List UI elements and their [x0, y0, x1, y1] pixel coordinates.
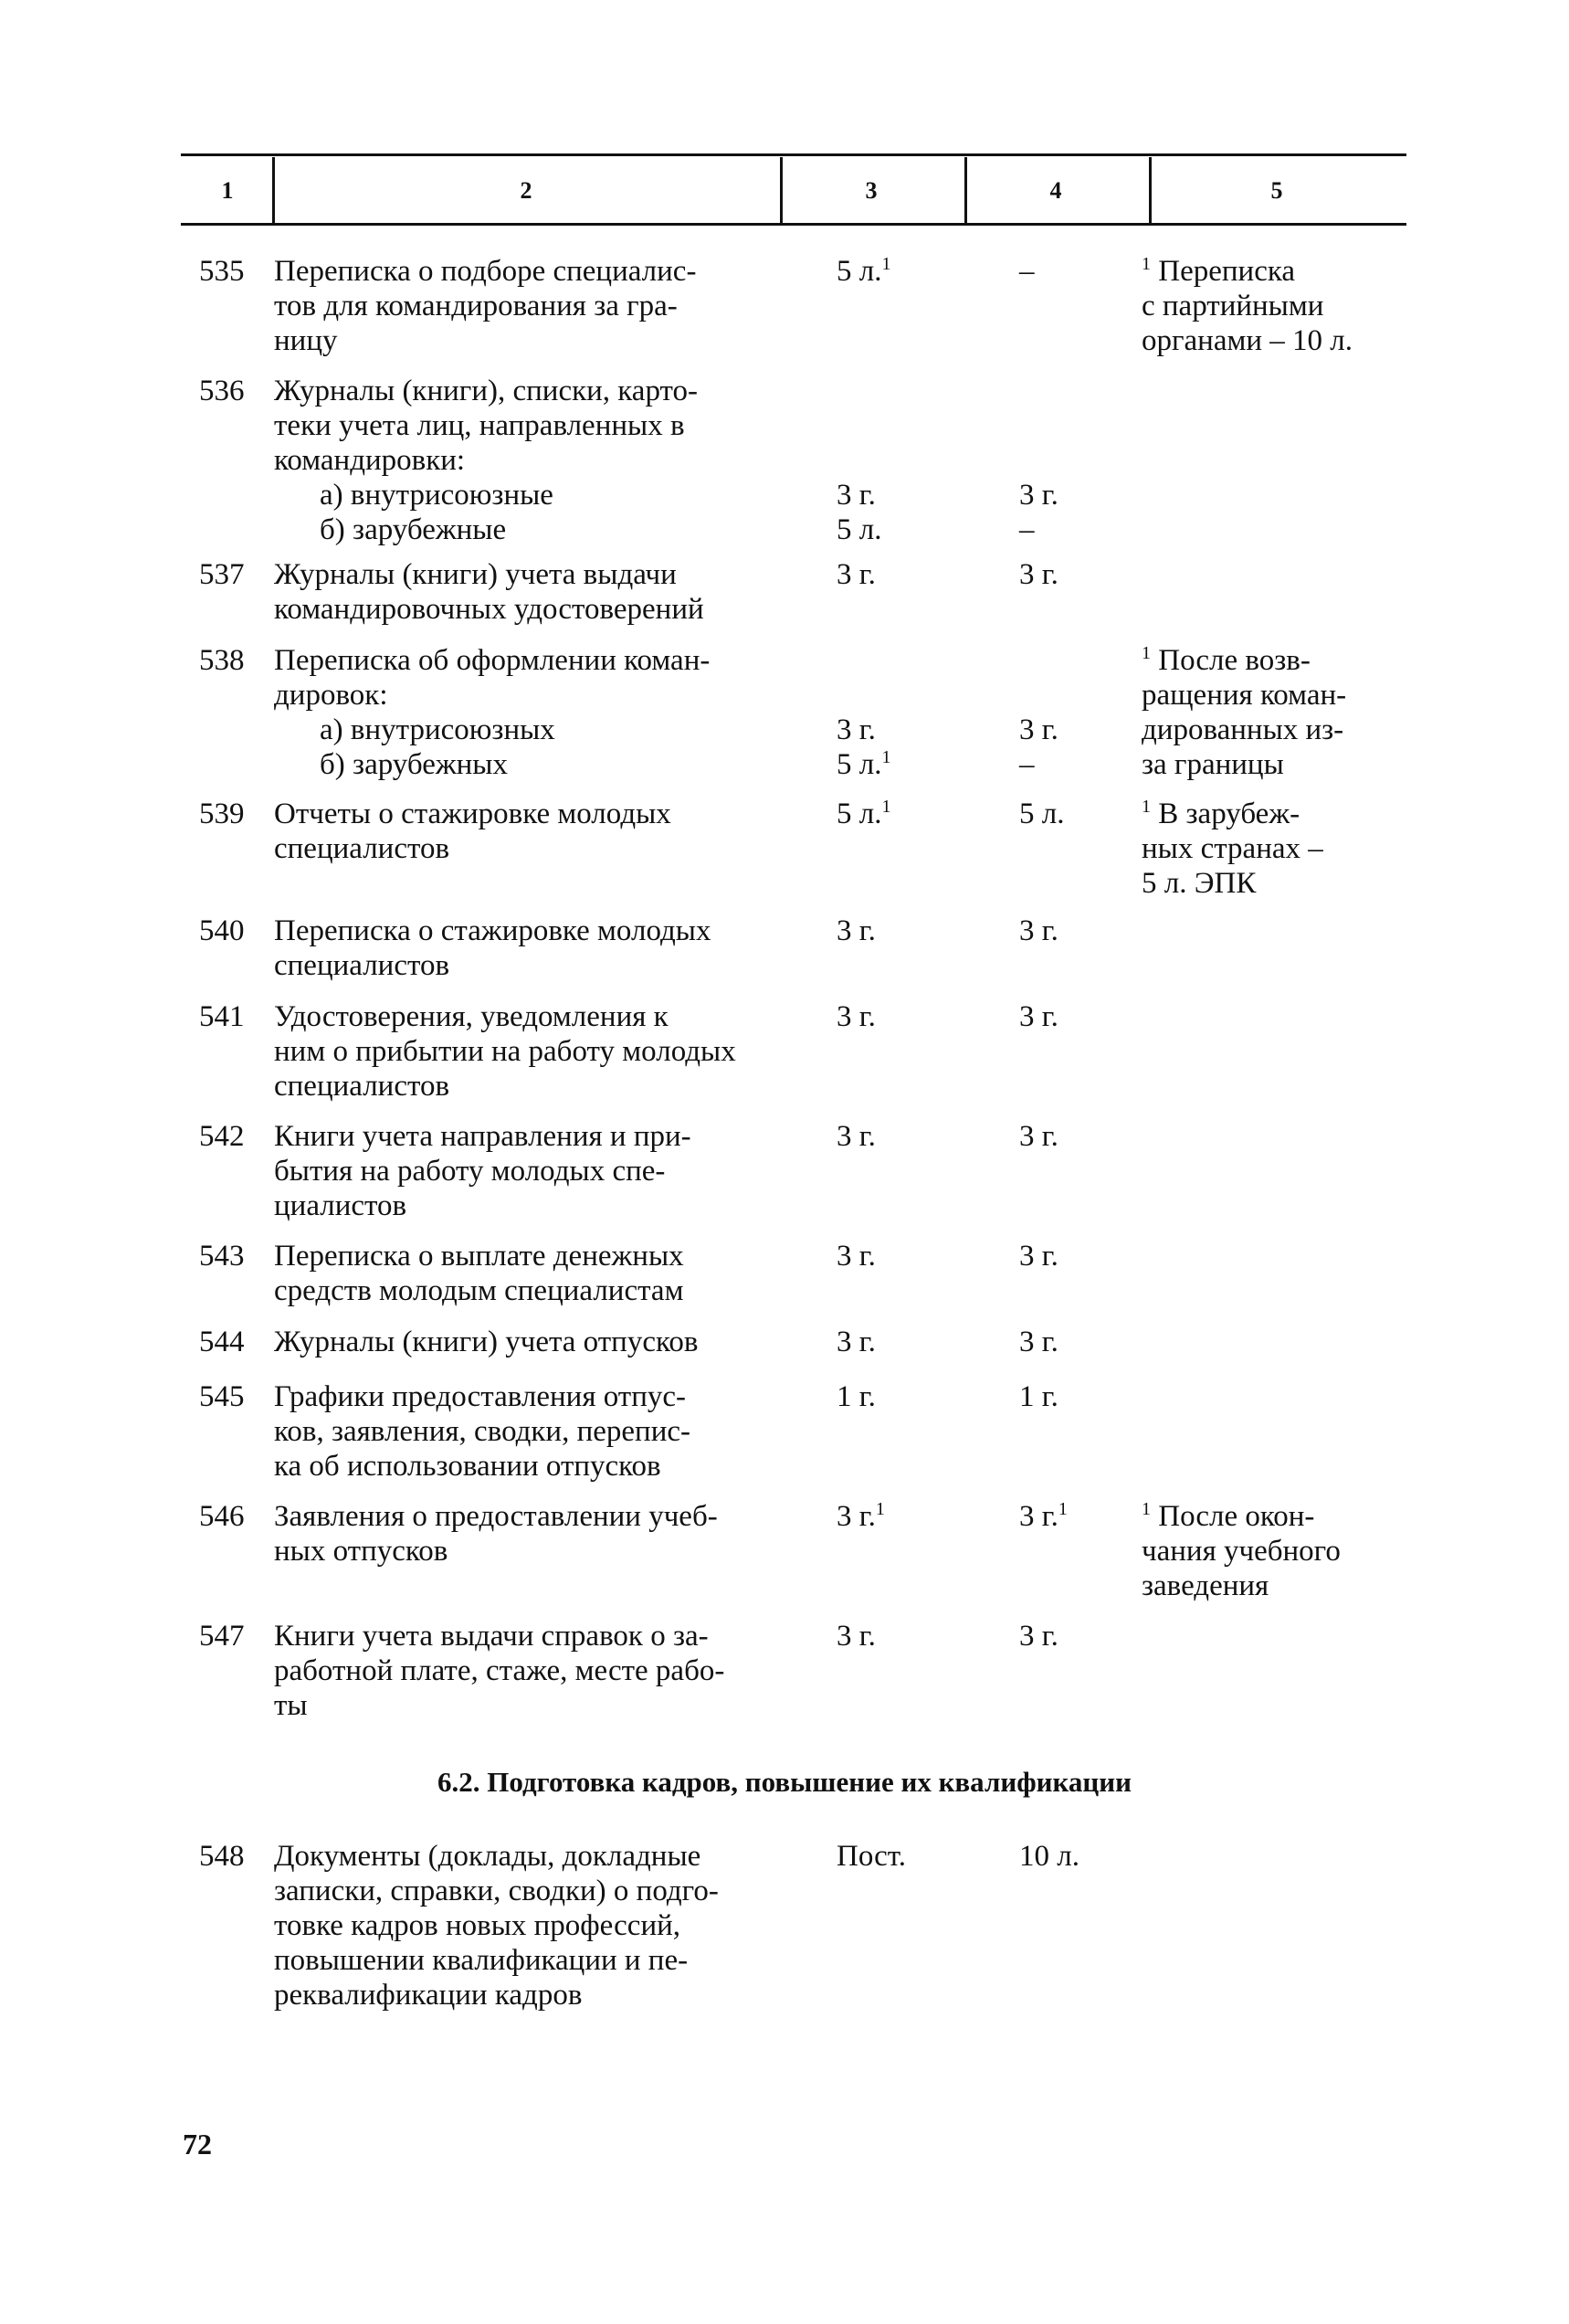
row-number: 541	[199, 1000, 245, 1033]
description-line: ницу	[274, 324, 338, 357]
retention-period-dept: 3 г.	[1019, 914, 1058, 947]
retention-period-dept: –	[1019, 513, 1035, 546]
sub-item: б) зарубежных	[320, 748, 508, 781]
description-line: средств молодым специалистам	[274, 1274, 684, 1307]
description-line: Переписка о выплате денежных	[274, 1240, 684, 1273]
retention-period-dept: 3 г.	[1019, 713, 1058, 746]
page-number: 72	[183, 2128, 212, 2160]
description-line: специалистов	[274, 1070, 450, 1103]
retention-period-org: 5 л.$^1$	[837, 797, 891, 830]
row-description	[274, 797, 799, 866]
description-line: товке кадров новых профессий,	[274, 1909, 681, 1942]
note-line: заведения	[1142, 1569, 1269, 1602]
retention-period-org: 5 л.	[837, 513, 882, 546]
description-line: специалистов	[274, 949, 450, 982]
retention-period-dept: 3 г.$^1$	[1019, 1499, 1068, 1533]
retention-period-org: 3 г.	[837, 1240, 876, 1273]
column-divider	[964, 157, 967, 225]
description-line: специалистов	[274, 832, 450, 865]
row-description	[274, 1379, 799, 1484]
retention-period-org: 3 г.	[837, 558, 876, 591]
row-number: 538	[199, 644, 245, 677]
description-line: Книги учета направления и при-	[274, 1120, 691, 1153]
column-divider	[780, 157, 783, 225]
note-line: дированных из-	[1142, 713, 1344, 746]
description-line: Переписка о стажировке молодых	[274, 914, 711, 947]
retention-period-dept: 3 г.	[1019, 1120, 1058, 1153]
retention-period-dept: 3 г.	[1019, 1240, 1058, 1273]
column-divider	[1149, 157, 1152, 225]
description-line: Документы (доклады, докладные	[274, 1840, 701, 1873]
row-description	[274, 914, 799, 983]
row-number: 535	[199, 255, 245, 288]
description-line: Журналы (книги) учета выдачи	[274, 558, 677, 591]
row-number: 539	[199, 798, 245, 830]
row-number: 546	[199, 1500, 245, 1533]
row-number: 537	[199, 558, 245, 591]
retention-period-dept: 3 г.	[1019, 1326, 1058, 1358]
row-description	[274, 1839, 799, 2012]
description-line: дировок:	[274, 679, 388, 712]
table-header-rule	[181, 223, 1406, 226]
description-line: теки учета лиц, направленных в	[274, 409, 685, 442]
description-line: Журналы (книги), списки, карто-	[274, 375, 698, 407]
row-number: 536	[199, 375, 245, 407]
retention-period-org: 3 г.	[837, 1620, 876, 1653]
description-line: циалистов	[274, 1189, 407, 1222]
note-line: чания учебного	[1142, 1535, 1341, 1568]
row-number: 548	[199, 1840, 245, 1873]
sub-item: а) внутрисоюзные	[320, 479, 553, 512]
row-number: 542	[199, 1120, 245, 1153]
description-line: повышении квалификации и пе-	[274, 1944, 689, 1977]
column-header-4: 4	[1049, 177, 1062, 204]
description-line: Отчеты о стажировке молодых	[274, 798, 671, 830]
note-line: 5 л. ЭПК	[1142, 867, 1257, 900]
retention-period-org: 3 г.	[837, 479, 876, 512]
row-description	[274, 1325, 799, 1359]
row-description	[274, 1119, 799, 1223]
retention-period-org: 3 г.$^1$	[837, 1499, 885, 1533]
retention-period-org: 3 г.	[837, 1326, 876, 1358]
row-number: 545	[199, 1380, 245, 1413]
retention-period-dept: 3 г.	[1019, 1000, 1058, 1033]
retention-period-org: 3 г.	[837, 1000, 876, 1033]
description-line: командировки:	[274, 444, 466, 477]
description-line: записки, справки, сводки) о подго-	[274, 1875, 719, 1907]
note-line: органами – 10 л.	[1142, 324, 1353, 357]
note-line: за границы	[1142, 748, 1284, 781]
note-line: $^1$ В зарубеж-	[1142, 797, 1300, 830]
column-header-3: 3	[865, 177, 878, 204]
row-number: 547	[199, 1620, 245, 1653]
row-number: 544	[199, 1326, 245, 1358]
note-line: ращения коман-	[1142, 679, 1347, 712]
description-line: работной плате, стаже, месте рабо-	[274, 1654, 725, 1687]
retention-period-dept: –	[1019, 255, 1035, 288]
retention-period-org: 5 л.$^1$	[837, 254, 891, 288]
description-line: ка об использовании отпусков	[274, 1450, 661, 1483]
retention-period-org: 3 г.	[837, 713, 876, 746]
description-line: Графики предоставления отпус-	[274, 1380, 687, 1413]
description-line: тов для командирования за гра-	[274, 290, 678, 322]
row-number: 540	[199, 914, 245, 947]
row-description	[274, 1239, 799, 1308]
row-description	[274, 374, 799, 547]
retention-period-dept: 5 л.	[1019, 798, 1065, 830]
sub-item: б) зарубежные	[320, 513, 507, 546]
retention-period-dept: 1 г.	[1019, 1380, 1058, 1413]
row-description	[274, 999, 799, 1104]
row-description	[274, 1619, 799, 1723]
column-divider	[272, 157, 275, 225]
row-number: 543	[199, 1240, 245, 1273]
retention-period-org: 3 г.	[837, 1120, 876, 1153]
note-line: с партийными	[1142, 290, 1324, 322]
retention-period-dept: –	[1019, 748, 1035, 781]
description-line: ков, заявления, сводки, перепис-	[274, 1415, 691, 1448]
column-header-5: 5	[1270, 177, 1283, 204]
description-line: Переписка о подборе специалис-	[274, 255, 697, 288]
column-header-2: 2	[520, 177, 532, 204]
description-line: реквалификации кадров	[274, 1979, 583, 2012]
row-description	[274, 254, 799, 358]
column-header-1: 1	[221, 177, 234, 204]
description-line: Переписка об оформлении коман-	[274, 644, 711, 677]
retention-period-org: 1 г.	[837, 1380, 876, 1413]
description-line: ты	[274, 1689, 308, 1722]
description-line: Удостоверения, уведомления к	[274, 1000, 669, 1033]
retention-period-dept: 10 л.	[1019, 1840, 1079, 1873]
description-line: Заявления о предоставлении учеб-	[274, 1500, 718, 1533]
description-line: Журналы (книги) учета отпусков	[274, 1326, 699, 1358]
retention-period-org: Пост.	[837, 1840, 906, 1873]
description-line: ных отпусков	[274, 1535, 448, 1568]
note-line: $^1$ Переписка	[1142, 254, 1296, 288]
sub-item: а) внутрисоюзных	[320, 713, 555, 746]
table-top-rule	[181, 153, 1406, 156]
retention-period-dept: 3 г.	[1019, 479, 1058, 512]
note-line: $^1$ После окон-	[1142, 1499, 1315, 1533]
retention-period-dept: 3 г.	[1019, 1620, 1058, 1653]
note-line: ных странах –	[1142, 832, 1323, 865]
row-description	[274, 1499, 799, 1569]
description-line: командировочных удостоверений	[274, 593, 704, 626]
description-line: ним о прибытии на работу молодых	[274, 1035, 736, 1068]
row-description	[274, 557, 799, 627]
section-title: 6.2. Подготовка кадров, повышение их квалификации	[437, 1766, 1132, 1798]
retention-period-org: 5 л.$^1$	[837, 747, 891, 781]
row-description	[274, 643, 799, 782]
description-line: бытия на работу молодых спе-	[274, 1155, 666, 1188]
description-line: Книги учета выдачи справок о за-	[274, 1620, 709, 1653]
retention-period-org: 3 г.	[837, 914, 876, 947]
note-line: $^1$ После возв-	[1142, 643, 1311, 677]
retention-period-dept: 3 г.	[1019, 558, 1058, 591]
